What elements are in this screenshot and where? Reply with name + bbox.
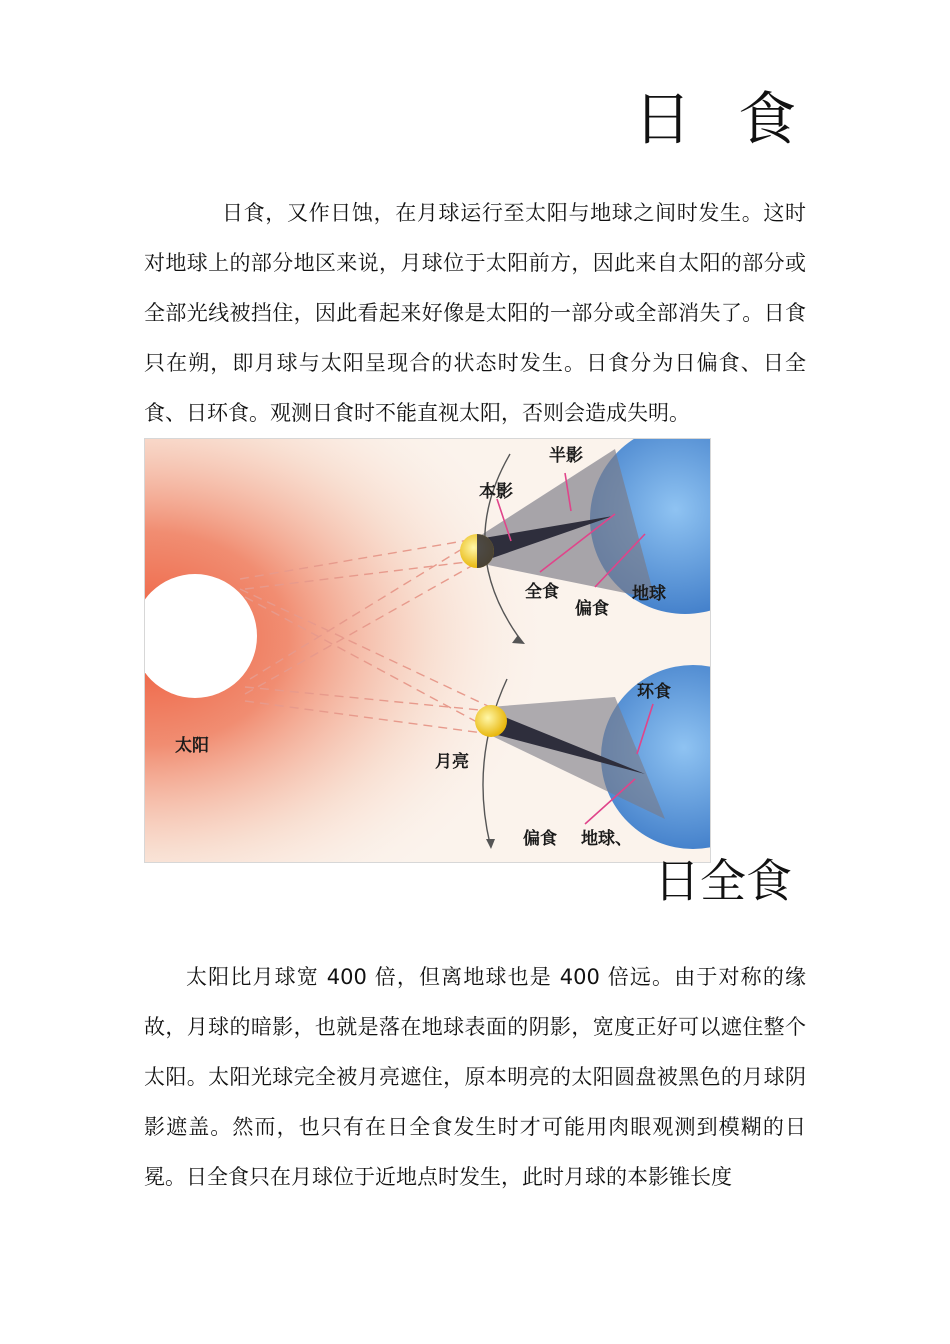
total-eclipse-paragraph: 太阳比月球宽 400 倍，但离地球也是 400 倍远。由于对称的缘故，月球的暗影，也就是落在地球表面的阴影，宽度正好可以遮住整个太阳。太阳光球完全被月亮遮住，原本明亮的太阳圆盘被黑色的月球阴影遮盖。然而，也只有在日全食发生时才可能用肉眼观测到模糊的日冕。日全食只在月球位于近地点时发生，此时月球的本影锥长度	[144, 965, 806, 1189]
label-partial-top: 偏食	[575, 599, 609, 619]
label-penumbra: 半影	[549, 446, 583, 466]
label-sun: 太阳	[175, 736, 209, 756]
solar-eclipse-paragraph: 日食，又作日蚀，在月球运行至太阳与地球之间时发生。这时对地球上的部分地区来说，月球位于太阳前方，因此来自太阳的部分或全部光线被挡住，因此看起来好像是太阳的一部分或全部消失了。日食只在朔，即月球与太阳呈现合的状态时发生。日食分为日偏食、日全食、日环食。观测日食时不能直视太阳，否则会造成失明。	[144, 201, 806, 425]
label-partial-bottom: 偏食	[523, 829, 557, 849]
label-moon: 月亮	[435, 752, 469, 772]
eclipse-diagram-svg	[145, 439, 711, 863]
label-umbra: 本影	[479, 482, 513, 502]
label-annular: 环食	[637, 682, 671, 702]
section-title-total-eclipse: 日全食	[654, 854, 792, 908]
label-total: 全食	[525, 582, 559, 602]
page-title-solar-eclipse: 日 食	[633, 85, 810, 153]
label-earth-bottom: 地球、	[581, 829, 632, 849]
eclipse-diagram	[144, 438, 711, 863]
moon-bottom	[475, 705, 507, 737]
label-earth-top: 地球	[632, 584, 666, 604]
